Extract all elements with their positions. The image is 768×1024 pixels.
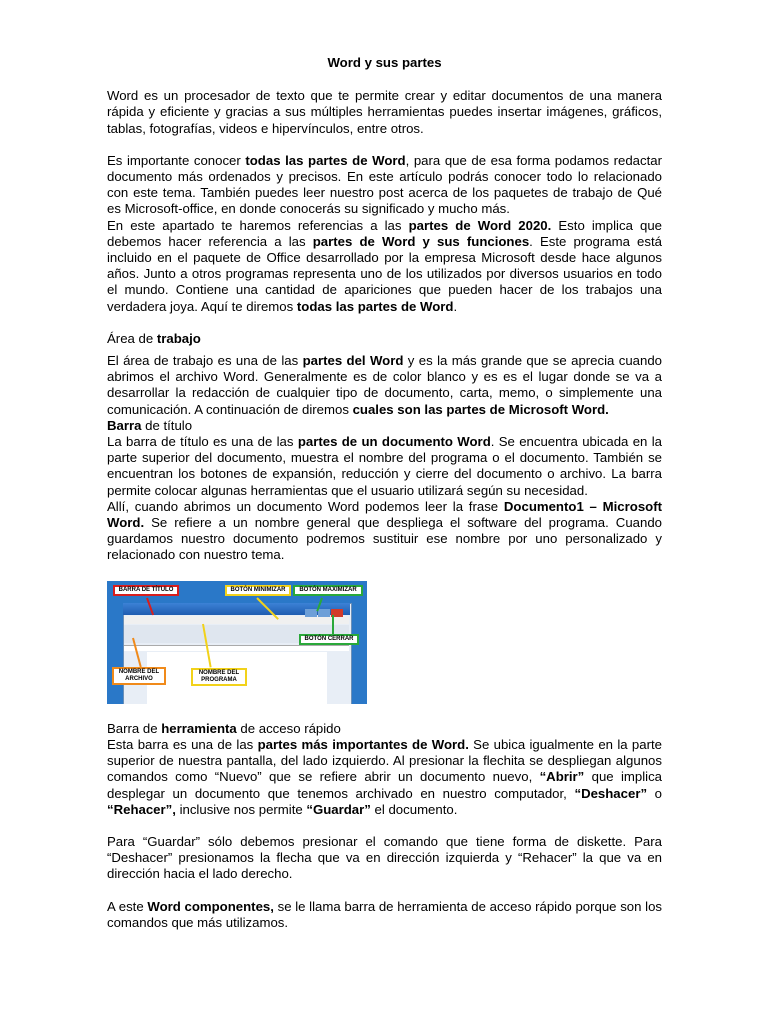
- paragraph-importance: Es importante conocer todas las partes de Word, para que de esa forma podamos redactar documento más ordenados y precisos. En este artículo podrás conocer todo lo relacionado con este tema. También puedes leer nuestro post acerca de los paquetes de trabajo de Qué es Microsoft-office, en donde conocerás su significado y mucho más.: [107, 152, 662, 217]
- heading-barra-herramienta: Barra de herramienta de acceso rápido: [107, 720, 341, 736]
- label-boton-cerrar: BOTÓN CERRAR: [299, 634, 359, 645]
- word-window-figure: [107, 581, 367, 704]
- paragraph-area-trabajo: El área de trabajo es una de las partes del Word y es la más grande que se aprecia cuando abrimos el archivo Word. Generalmente es de color blanco y es es el lugar donde se va a desarrollar la redacción de cualquier tipo de documento, carta, memo, o simplemente una comunicación. A continuación de diremos cuales son las partes de Microsoft Word.: [107, 353, 663, 417]
- heading-area-trabajo: Área de trabajo: [107, 330, 201, 346]
- paragraph-guardar: Para “Guardar” sólo debemos presionar el comando que tiene forma de diskette. Para “Deshacer” presionamos la flecha que va en dirección izquierda y “Rehacer” la que va en dirección hacia el lado derecho.: [107, 833, 662, 882]
- label-nombre-archivo: NOMBRE DEL ARCHIVO: [112, 667, 166, 685]
- paragraph-barra-titulo: La barra de título es una de las partes de un documento Word. Se encuentra ubicada en la parte superior del documento, muestra el nombre del programa o el documento. También se encuentran los botones de expansión, reducción y cierre del documento o archivo. La barra permite colocar algunas herramientas que el usuario utilizará según su necesidad.: [107, 434, 662, 498]
- document-title: Word y sus partes: [327, 55, 442, 70]
- paragraph-barra-herramienta: Esta barra es una de las partes más importantes de Word. Se ubica igualmente en la parte superior de nuestra pantalla, del lado izquierdo. Al presionar la flechita se despliegan algunos comandos como “Nuevo” que se refiere abrir un documento nuevo, “Abrir” que implica desplegar un documento que tenemos archivado en nuestro computador, “Deshacer” o “Rehacer”, inclusive nos permite “Guardar” el documento.: [107, 736, 663, 817]
- paragraph-documento1: Allí, cuando abrimos un documento Word podemos leer la frase Documento1 – Microsoft Word. Se refiere a un nombre general que despliega el software del programa. Cuando guardamos nuestro documento podremos sustituir ese nombre por uno personalizado y relacionado con nuestro tema.: [107, 498, 662, 563]
- document-content: [107, 55, 662, 931]
- heading-barra-titulo: Barra de título: [107, 417, 193, 433]
- label-barra-titulo: BARRA DE TÍTULO: [113, 585, 179, 596]
- label-nombre-programa: NOMBRE DEL PROGRAMA: [191, 668, 247, 686]
- intro-paragraph: Word es un procesador de texto que te permite crear y editar documentos de una manera rápida y eficiente y gracias a sus múltiples herramientas puedes insertar imágenes, gráficos, tablas, fotografías, videos e hipervínculos, entre otros.: [107, 88, 662, 136]
- paragraph-references: En este apartado te haremos referencias a las partes de Word 2020. Esto implica que debemos hacer referencia a las partes de Word y sus funciones. Este programa está incluido en el paquete de Office desarrollado por la empresa Microsoft desde hace algunos años. Junto a otros programas representa uno de los utilizados por diversos usuarios en todo el mundo. Contiene una cantidad de apariciones que pueden hacer de los trabajos una verdadera joya. Aquí te diremos todas las partes de Word.: [107, 217, 662, 314]
- label-boton-maximizar: BOTÓN MAXIMIZAR: [293, 585, 363, 596]
- paragraph-word-componentes: A este Word componentes, se le llama barra de herramienta de acceso rápido porque son los comandos que más utilizamos.: [107, 898, 662, 930]
- label-boton-minimizar: BOTÓN MINIMIZAR: [225, 585, 291, 596]
